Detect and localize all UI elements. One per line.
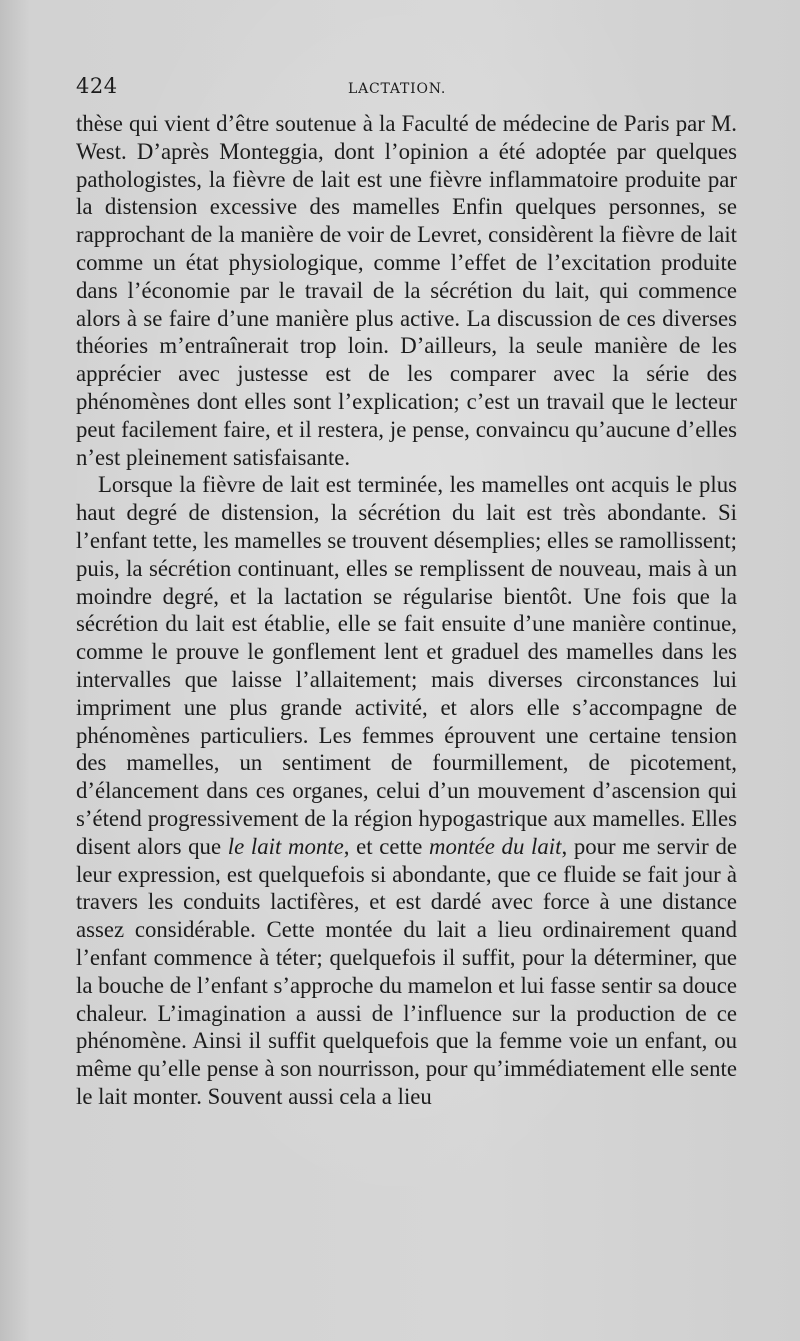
text-segment: thèse qui vient d’être soutenue à la Faculté de médecine de Paris par M. West. D’après Monteggia, dont l’opinion a été adoptée par quelques pathologistes, la fièvre de lait est une fièvre inflammatoire produite par la distension excessive des mamelles Enfin quelques personnes, se rapprochant de la manière de voir de Levret, considèrent la fièvre de lait comme un état physiologique, comme l’effet de l’excitation produite dans l’économie par le travail de la sécrétion du lait, qui commence alors à se faire d’une manière plus active. La discussion de ces diverses théories m’entraînerait trop loin. D’ailleurs, la seule manière de les apprécier avec justesse est de les comparer avec la série des phénomènes dont elles sont l’explication; c’est un travail que le lecteur peut facilement faire, et il restera, je pense, convaincu qu’aucune d’elles n’est pleinement satisfaisante. xyxy=(76,111,737,470)
page-number: 424 xyxy=(76,74,118,98)
body-text xyxy=(76,110,737,1111)
paragraph-lactation-flow xyxy=(76,471,737,1110)
text-segment: Lorsque la fièvre de lait est terminée, les mamelles ont acquis le plus haut degré de distension, la sécrétion du lait est très abondante. Si l’enfant tette, les mamelles se trouvent désemplies; elles se ramollissent; puis, la sécrétion continuant, elles se remplissent de nouveau, mais à un moindre degré, et la lactation se régularise bientôt. Une fois que la sécrétion du lait est établie, elle se fait ensuite d’une manière continue, comme le prouve le gonflement lent et graduel des mamelles dans les intervalles que laisse l’allaitement; mais diverses circonstances lui impriment une plus grande activité, et alors elle s’accompagne de phénomènes particuliers. Les femmes éprouvent une certaine tension des mamelles, un sentiment de fourmillement, de picotement, d’élancement dans ces organes, celui d’un mouvement d’ascension qui s’étend progressivement de la région hypogastrique aux mamelles. Elles disent alors que xyxy=(76,472,737,859)
paragraph-continued xyxy=(76,110,737,471)
italic-phrase: le lait monte xyxy=(227,833,344,859)
running-header xyxy=(76,74,736,100)
text-segment: , pour me servir de leur expression, est quelquefois si abondante, que ce fluide se fait jour à travers les conduits lactifères, et est dardé avec force à une distance assez considérable. Cette montée du lait a lieu ordinairement quand l’enfant commence à téter; quelquefois il suffit, pour la déterminer, que la bouche de l’enfant s’approche du mamelon et lui fasse sentir sa douce chaleur. L’imagination a aussi de l’influence sur la production de ce phénomène. Ainsi il suffit quelquefois que la femme voie un enfant, ou même qu’elle pense à son nourrisson, pour qu’immédiatement elle sente le lait monter. Souvent aussi cela a lieu xyxy=(76,833,737,1109)
italic-phrase: montée du lait xyxy=(429,833,562,859)
text-segment: , et cette xyxy=(343,833,430,859)
running-title: LACTATION. xyxy=(348,81,447,97)
